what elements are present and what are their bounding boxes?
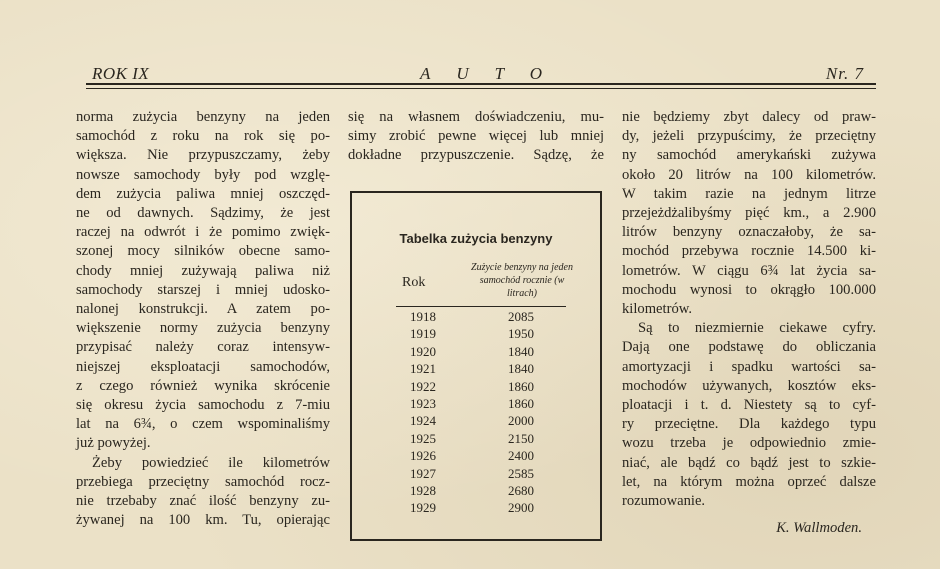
text-line: ne od dawnych. Sądzimy, że jest	[76, 205, 330, 222]
table-cell-value: 2000	[508, 413, 534, 429]
text-line: niejszej eksploatacji samochodów,	[76, 358, 330, 375]
table-cell-value: 2085	[508, 309, 534, 324]
text-line: dokładne przypuszczenie. Sądzę, że	[348, 147, 604, 164]
table-row	[352, 361, 600, 378]
text-line: szonej mocy silników obecne samo-	[76, 243, 330, 260]
text-line: wozu trzeba je odpowiednio zmie-	[622, 435, 876, 452]
table-row	[352, 326, 600, 343]
text-line: lometrów. W ciągu 6¾ lat życia sa-	[622, 262, 876, 279]
text-line: litrów benzyny oznaczałoby, że sa-	[622, 224, 876, 241]
table-row	[352, 448, 600, 465]
table-cell-year: 1923	[410, 395, 436, 411]
text-line: let, na którym można oprzeć dalsze	[622, 473, 876, 490]
text-line: niać, ale bądź co bądź jest to szkie-	[622, 454, 876, 471]
text-line: większenie normy zużycia benzyny	[76, 320, 330, 337]
table-cell-value: 2680	[508, 482, 534, 498]
text-line: norma zużycia benzyny na jeden	[76, 109, 330, 125]
text-line: nowsze samochody były pod wzglę-	[76, 166, 330, 183]
text-line: dy, jeżeli przypuścimy, że przeciętny	[622, 128, 876, 145]
table-cell-value: 2585	[508, 465, 534, 481]
table-cell-value: 2900	[508, 500, 534, 516]
column-3	[622, 108, 876, 538]
text-line: się okresu życia samochodu z 7-miu	[76, 397, 330, 414]
table-cell-value: 2150	[508, 430, 534, 446]
table-cell-year: 1926	[410, 448, 436, 464]
text-line: mochodów używanych, kosztów eks-	[622, 377, 876, 394]
table-cell-year: 1921	[410, 361, 436, 377]
table-cell-year: 1925	[410, 430, 436, 446]
author-signature: K. Wallmoden.	[776, 520, 862, 537]
text-line: dem zużycia paliwa mniej oszczęd-	[76, 185, 330, 202]
header-magazine-title: AUTO	[419, 64, 569, 83]
header-rule-thick	[86, 83, 876, 85]
table-cell-value: 1860	[508, 395, 534, 411]
text-line: już powyżej.	[76, 435, 151, 452]
text-line: ry przeciętne. Dla każdego typu	[622, 416, 876, 433]
text-line: większa. Nie przypuszczamy, żeby	[76, 147, 330, 164]
table-cell-value: 1840	[508, 343, 534, 359]
table-cell-year: 1924	[410, 413, 436, 429]
text-line: raczej na odwrót i że pomimo zwięk-	[76, 224, 330, 241]
table-cell-value: 1950	[508, 326, 534, 342]
text-line: się na własnem doświadczeniu, mu-	[348, 109, 604, 125]
text-line: lat na 6¾, o czem wspominaliśmy	[76, 416, 330, 433]
text-line: rozumowanie.	[622, 493, 706, 510]
text-line: przypisać należy coraz intensyw-	[76, 339, 330, 356]
text-line: Są to niezmiernie ciekawe cyfry.	[638, 320, 876, 337]
text-line: około 20 litrów na 100 kilometrów.	[622, 166, 876, 183]
table-row	[352, 379, 600, 396]
header-rule-thin	[86, 88, 876, 89]
table-cell-year: 1919	[410, 326, 436, 342]
table-cell-year: 1922	[410, 378, 436, 394]
text-line: kilometrów.	[622, 301, 692, 318]
table-cell-year: 1928	[410, 482, 436, 498]
table-row	[352, 396, 600, 413]
table-header-rule	[396, 306, 566, 307]
text-line: simy zrobić pewne więcej lub mniej	[348, 128, 604, 145]
text-line: z czego również wynika skrócenie	[76, 377, 330, 394]
text-line: Dają one podstawę do obliczania	[622, 339, 876, 356]
column-2	[348, 108, 604, 166]
table-title: Tabelka zużycia benzyny	[399, 231, 553, 246]
table-row	[352, 413, 600, 430]
text-line: Żeby powiedzieć ile kilometrów	[92, 454, 330, 471]
table-cell-value: 1860	[508, 378, 534, 394]
table-row	[352, 483, 600, 500]
table-cell-year: 1920	[410, 343, 436, 359]
text-line: samochód z roku na rok się po-	[76, 128, 330, 145]
table-cell-year: 1929	[410, 500, 436, 516]
table-cell-year: 1927	[410, 465, 436, 481]
table-row	[352, 466, 600, 483]
table-cell-value: 2400	[508, 448, 534, 464]
text-line: chody mniej zużywają paliwa niż	[76, 262, 330, 279]
text-line: samochody starszej i mniej udosko-	[76, 281, 330, 298]
table-body	[352, 309, 600, 518]
text-line: mochód przebywa rocznie 14.500 ki-	[622, 243, 876, 260]
table-row	[352, 344, 600, 361]
text-line: przebiega przeciętny samochód rocz-	[76, 473, 330, 490]
text-line: W takim razie na jednym litrze	[622, 185, 876, 202]
text-line: żywanej na 100 km. Tu, opierając	[76, 512, 330, 529]
text-line: nalonej konstrukcji. A zatem po-	[76, 301, 330, 318]
text-line: przejeżdżalibyśmy pięć km., a 2.900	[622, 205, 876, 222]
table-header-year: Rok	[402, 275, 426, 290]
table-row	[352, 431, 600, 448]
text-line: mochodu wynosi to okrągło 100.000	[622, 281, 876, 298]
text-line: ploatacji i t. d. Niestety są to cyf-	[622, 397, 876, 414]
header-volume: ROK IX	[92, 64, 150, 83]
fuel-consumption-table	[350, 191, 602, 541]
table-header-consumption: Zużycie benzyny na jeden samochód rocznie (w litrach)	[471, 262, 573, 299]
table-cell-year: 1918	[410, 309, 436, 324]
text-line: ny samochód amerykański zużywa	[622, 147, 876, 164]
text-line: amortyzacji i spadku wartości sa-	[622, 358, 876, 375]
table-row	[352, 309, 600, 326]
header-issue-number: Nr. 7	[825, 64, 864, 83]
text-line: nie będziemy zbyt dalecy od praw-	[622, 109, 876, 125]
table-row	[352, 500, 600, 517]
column-1	[76, 108, 330, 530]
table-cell-value: 1840	[508, 361, 534, 377]
text-line: nie trzebaby znać ilość benzyny zu-	[76, 493, 330, 510]
